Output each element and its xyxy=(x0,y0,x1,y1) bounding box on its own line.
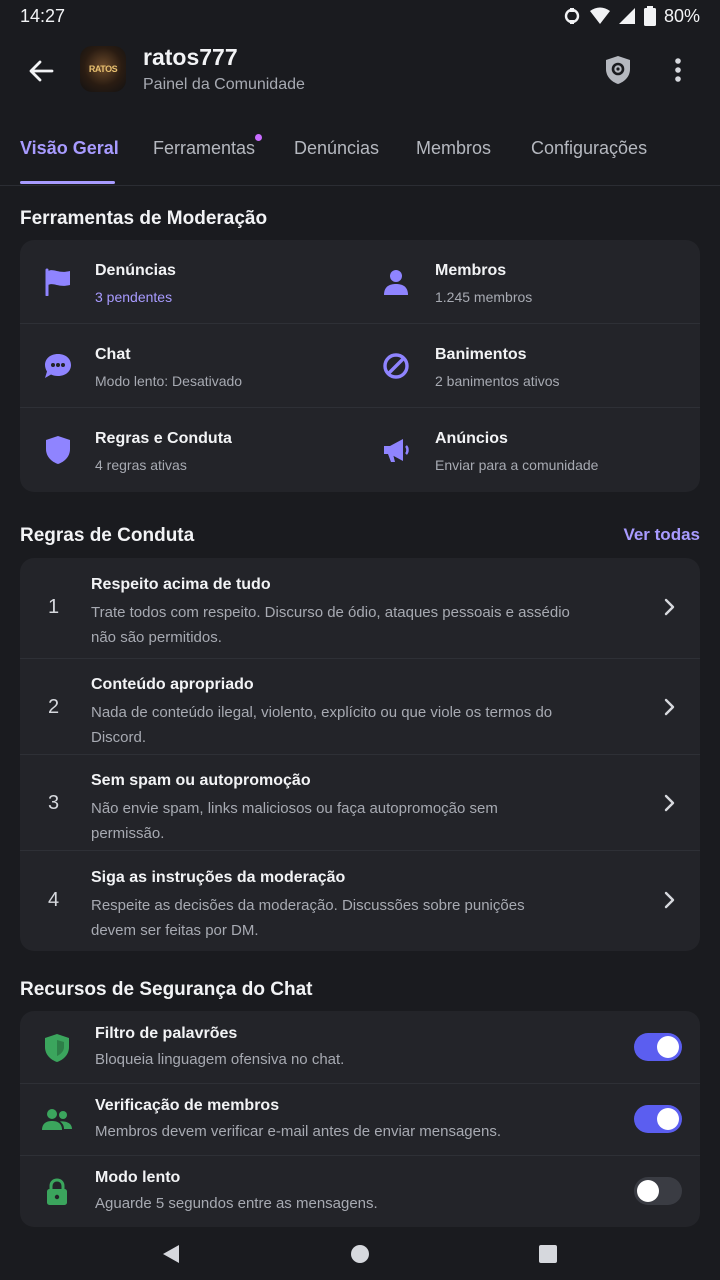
rule-item[interactable] xyxy=(20,851,700,947)
see-all-rules-link[interactable]: Ver todas xyxy=(623,525,700,544)
avatar-text: RATOS xyxy=(88,64,118,74)
moderation-tools-title: Ferramentas de Moderação xyxy=(20,208,268,229)
tool-name: Regras e Conduta xyxy=(95,430,232,447)
rules-card xyxy=(20,558,700,951)
security-title: Recursos de Segurança do Chat xyxy=(20,979,313,1000)
moderation-tools-card xyxy=(20,240,700,492)
status-bar xyxy=(0,0,720,32)
chevron-right-icon xyxy=(664,598,676,616)
tool-name: Chat xyxy=(95,346,131,363)
tool-members[interactable] xyxy=(360,240,700,324)
triangle-back-icon xyxy=(161,1243,181,1265)
tool-status: 1.245 membros xyxy=(435,289,533,305)
tab-notification-dot xyxy=(255,134,262,141)
system-navigation-bar xyxy=(0,1228,720,1280)
tab-settings[interactable]: Configurações xyxy=(531,138,648,158)
shield-icon xyxy=(42,434,74,466)
chevron-right-icon xyxy=(664,794,676,812)
member-verification-toggle[interactable] xyxy=(634,1105,682,1133)
tab-tools[interactable]: Ferramentas xyxy=(153,138,256,158)
server-subtitle: Painel da Comunidade xyxy=(143,76,305,93)
profanity-filter-toggle[interactable] xyxy=(634,1033,682,1061)
circle-home-icon xyxy=(350,1244,370,1264)
lock-icon xyxy=(42,1177,72,1207)
chevron-right-icon xyxy=(664,891,676,909)
toggle-knob xyxy=(657,1036,679,1058)
feature-profanity-filter xyxy=(20,1011,700,1083)
nav-home-button[interactable] xyxy=(346,1240,374,1268)
square-recents-icon xyxy=(538,1244,558,1264)
active-tab-indicator xyxy=(20,181,115,184)
server-avatar[interactable] xyxy=(80,46,126,92)
rule-title: Sem spam ou autopromoção xyxy=(91,772,311,789)
rule-title: Siga as instruções da moderação xyxy=(91,869,346,886)
feature-description: Bloqueia linguagem ofensiva no chat. xyxy=(95,1051,345,1068)
header xyxy=(0,40,720,100)
feature-name: Modo lento xyxy=(95,1169,181,1186)
rules-title: Regras de Conduta xyxy=(20,525,195,546)
slow-mode-toggle[interactable] xyxy=(634,1177,682,1205)
tool-name: Membros xyxy=(435,262,507,279)
tab-reports[interactable]: Denúncias xyxy=(294,138,380,158)
shield-check-icon xyxy=(42,1033,72,1063)
tool-status: Enviar para a comunidade xyxy=(435,457,599,473)
feature-slow-mode xyxy=(20,1155,700,1227)
signal-icon xyxy=(618,7,636,25)
tab-overview[interactable]: Visão Geral xyxy=(20,138,119,158)
person-icon xyxy=(380,266,412,298)
tool-status: 3 pendentes xyxy=(95,289,173,305)
rule-number: 2 xyxy=(48,696,60,718)
battery-percent: 80% xyxy=(663,5,700,26)
tab-members[interactable]: Membros xyxy=(416,138,492,158)
tool-chat[interactable] xyxy=(20,324,360,408)
shield-settings-button[interactable] xyxy=(602,54,634,86)
server-name: ratos777 xyxy=(143,44,238,70)
tool-name: Banimentos xyxy=(435,346,527,363)
tool-status: Modo lento: Desativado xyxy=(95,373,243,389)
status-icons xyxy=(562,6,700,27)
chat-icon xyxy=(42,350,74,382)
tool-name: Denúncias xyxy=(95,262,176,279)
rule-title: Respeito acima de tudo xyxy=(91,576,271,593)
shield-gear-icon xyxy=(605,55,631,85)
nav-recents-button[interactable] xyxy=(534,1240,562,1268)
tool-rules[interactable] xyxy=(20,408,360,492)
rule-item[interactable] xyxy=(20,558,700,654)
status-time: 14:27 xyxy=(20,5,66,26)
tool-status: 2 banimentos ativos xyxy=(435,373,560,389)
rule-number: 1 xyxy=(48,596,60,618)
ban-icon xyxy=(380,350,412,382)
back-button[interactable] xyxy=(24,54,58,88)
rule-description: Trate todos com respeito. Discurso de ódio, ataques pessoais e assédio não são permitidos. xyxy=(91,604,570,646)
feature-description: Aguarde 5 segundos entre as mensagens. xyxy=(95,1195,378,1212)
tab-bar xyxy=(0,120,720,186)
tool-bans[interactable] xyxy=(360,324,700,408)
rule-description: Respeite as decisões da moderação. Discussões sobre punições devem ser feitas por DM. xyxy=(91,897,525,939)
kebab-menu-icon xyxy=(674,57,682,83)
megaphone-icon xyxy=(380,434,412,466)
rule-number: 4 xyxy=(48,889,60,911)
rotate-icon xyxy=(562,6,582,26)
nav-back-button[interactable] xyxy=(157,1240,185,1268)
rule-item[interactable] xyxy=(20,658,700,754)
tool-status: 4 regras ativas xyxy=(95,457,187,473)
battery-icon xyxy=(644,6,656,26)
feature-description: Membros devem verificar e-mail antes de enviar mensagens. xyxy=(95,1123,502,1140)
rule-title: Conteúdo apropriado xyxy=(91,676,254,693)
arrow-left-icon xyxy=(28,59,54,83)
toggle-knob xyxy=(637,1180,659,1202)
tool-name: Anúncios xyxy=(435,430,508,447)
chevron-right-icon xyxy=(664,698,676,716)
wifi-icon xyxy=(590,7,610,25)
tool-announcements[interactable] xyxy=(360,408,700,492)
feature-name: Verificação de membros xyxy=(95,1097,280,1114)
rule-item[interactable] xyxy=(20,754,700,850)
feature-name: Filtro de palavrões xyxy=(95,1025,238,1042)
more-options-button[interactable] xyxy=(662,54,694,86)
feature-member-verification xyxy=(20,1083,700,1155)
rule-description: Não envie spam, links maliciosos ou faça autopromoção sem permissão. xyxy=(91,800,498,842)
rule-number: 3 xyxy=(48,792,60,814)
flag-icon xyxy=(42,266,74,298)
security-card xyxy=(20,1011,700,1227)
rule-description: Nada de conteúdo ilegal, violento, explícito ou que viole os termos do Discord. xyxy=(91,704,553,746)
people-icon xyxy=(42,1105,72,1135)
toggle-knob xyxy=(657,1108,679,1130)
tool-reports[interactable] xyxy=(20,240,360,324)
